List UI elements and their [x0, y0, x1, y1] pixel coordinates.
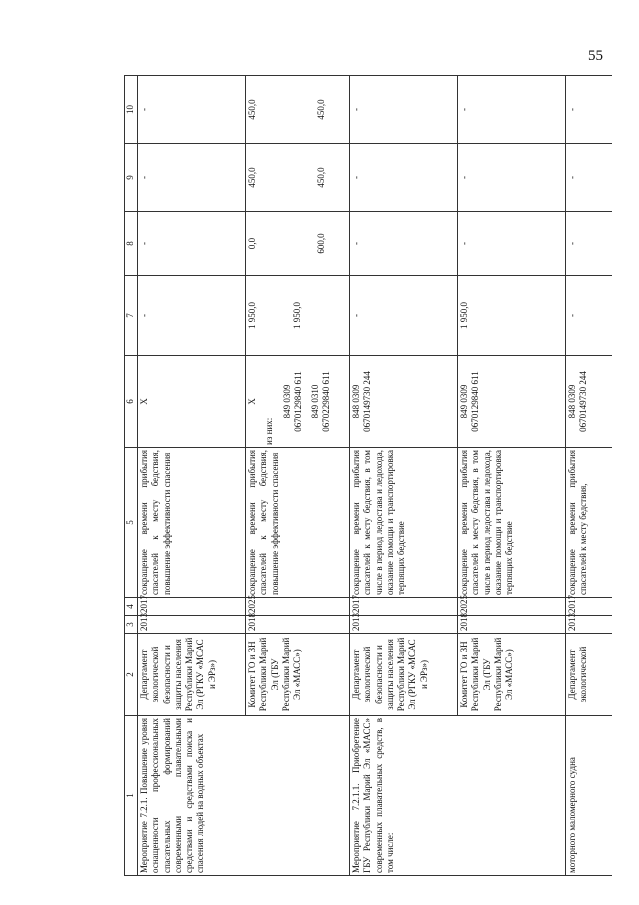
budget-code-a: 849 0310 [310, 384, 320, 419]
executor: Департамент экологической [566, 634, 612, 716]
expected-result: сокращение времени прибытия спасателей к месту бедствия, повышение эффективности спасения [138, 448, 246, 598]
value-sub: 450,0 [316, 99, 327, 120]
value-col9-cell [246, 144, 350, 212]
page-number: 55 [588, 48, 603, 64]
budget-code-cell [350, 356, 458, 448]
budget-note: из них: [264, 417, 275, 445]
rotated-table-wrapper [124, 76, 617, 876]
value-col9: - [138, 144, 246, 212]
col-header: 3 [125, 616, 138, 634]
budget-code-a: 848 0309 [567, 384, 577, 419]
col-header: 7 [125, 276, 138, 356]
col-header: 4 [125, 598, 138, 616]
col-header: 1 [125, 716, 138, 876]
col-header: 8 [125, 212, 138, 276]
value-col7: - [566, 276, 612, 356]
start-year: 2018 [246, 616, 350, 634]
budget-code-b: 0670149730 244 [362, 371, 373, 432]
value-col8: - [566, 212, 612, 276]
start-year: 2013 [566, 616, 612, 634]
col-header: 9 [125, 144, 138, 212]
end-year: 2025 [246, 598, 350, 616]
value-total: 450,0 [247, 167, 257, 188]
budget-code-b: 0670149730 244 [578, 371, 589, 432]
budget-code-a: 849 0309 [459, 384, 469, 419]
value-col8-cell [246, 212, 350, 276]
value-sub: 1 950,0 [292, 302, 303, 329]
expected-result: сокращение времени прибытия спасателей к месту бедствия, в том числе в период ледостава и ледохода, оказание помощи и транспортировка терпящих бедствие [350, 448, 458, 598]
col-header: 6 [125, 356, 138, 448]
budget-code-a: 849 0309 [281, 384, 292, 419]
budget-code-cell [566, 356, 612, 448]
value-sub: 600,0 [316, 233, 327, 254]
budget-code: X [138, 356, 246, 448]
table-row [566, 76, 612, 876]
value-col8: - [138, 212, 246, 276]
end-year: 2025 [458, 598, 566, 616]
start-year: 2018 [458, 616, 566, 634]
measure-name: Мероприятие 7.2.1. Повышение уровня оснащенности профессиональных спасательных формирований современными плавательными средствами и средствами поиска и спасения людей на водных объектах [138, 716, 350, 876]
start-year: 2013 [138, 616, 246, 634]
value-col9: - [458, 144, 566, 212]
col-header: 5 [125, 448, 138, 598]
measures-table [124, 75, 612, 876]
value-col10: - [350, 76, 458, 144]
col-header: 2 [125, 634, 138, 716]
expected-result: сокращение времени прибытия спасателей к месту бедствия, [566, 448, 612, 598]
value-col8: - [458, 212, 566, 276]
budget-code-cell [458, 356, 566, 448]
end-year: 2017 [138, 598, 246, 616]
budget-code-a: 848 0309 [351, 384, 361, 419]
executor: Департамент экологической безопасности и защиты населения Республики Марий Эл (РГКУ «МСАС и ЭРз») [138, 634, 246, 716]
value-col7-cell [246, 276, 350, 356]
expected-result: сокращение времени прибытия спасателей к месту бедствия, повышение эффективности спасения [246, 448, 350, 598]
value-col9: - [350, 144, 458, 212]
value-sub: 450,0 [316, 167, 327, 188]
table-header-row [125, 76, 138, 876]
start-year: 2013 [350, 616, 458, 634]
measure-name: моторного маломерного судна [566, 716, 612, 876]
budget-code-b: 0670229840 611 [321, 371, 332, 432]
budget-code-b: 0670129840 611 [470, 371, 481, 432]
executor: Комитет ГО и ЗН Республики Марий Эл (ГБУ Республики Марий Эл «МАСС») [246, 634, 350, 716]
value-col9: - [566, 144, 612, 212]
measure-name: Мероприятие 7.2.1.1. Приобретение ГБУ Республики Марий Эл «МАСС» современных плавательных средств, в том числе: [350, 716, 566, 876]
value-col10: - [458, 76, 566, 144]
value-col7: - [350, 276, 458, 356]
budget-code-b: 0670129840 611 [292, 371, 303, 432]
value-col7: - [138, 276, 246, 356]
value-total: 450,0 [247, 99, 257, 120]
value-col8: - [350, 212, 458, 276]
end-year: 2017 [350, 598, 458, 616]
executor: Департамент экологической безопасности и защиты населения Республики Марий Эл (РГКУ «МСАС и ЭРз») [350, 634, 458, 716]
value-total: 0,0 [247, 237, 257, 250]
value-col10: - [566, 76, 612, 144]
end-year: 2017 [566, 598, 612, 616]
value-total: 1 950,0 [247, 302, 257, 329]
table-row [138, 76, 246, 876]
table-row [350, 76, 458, 876]
budget-code-cell [246, 356, 350, 448]
value-col10-cell [246, 76, 350, 144]
budget-code: X [247, 398, 257, 405]
expected-result: сокращение времени прибытия спасателей к месту бедствия, в том числе в период ледостава и ледохода, оказание помощи и транспортировка терпящих бедствие [458, 448, 566, 598]
value-col7: 1 950,0 [458, 276, 566, 356]
executor: Комитет ГО и ЗН Республики Марий Эл (ГБУ Республики Марий Эл «МАСС») [458, 634, 566, 716]
value-col10: - [138, 76, 246, 144]
col-header: 10 [125, 76, 138, 144]
